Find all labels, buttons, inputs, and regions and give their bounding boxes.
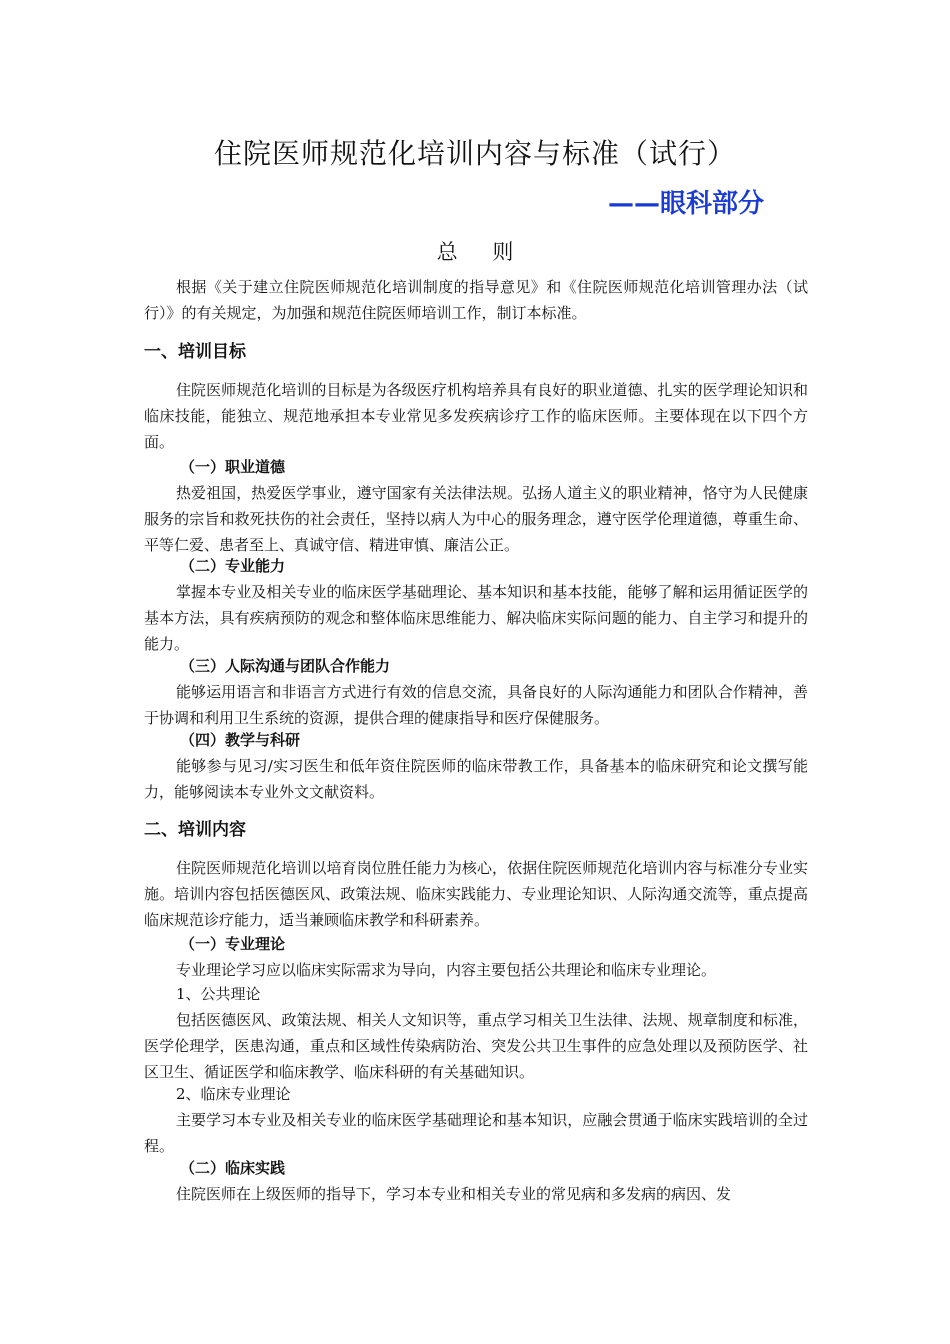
section2-sub2-paragraph: 住院医师在上级医师的指导下，学习本专业和相关专业的常见病和多发病的病因、发 xyxy=(176,1185,732,1203)
section1-sub1-heading: （一）职业道德 xyxy=(180,458,286,476)
section2-sub2-heading: （二）临床实践 xyxy=(180,1159,286,1177)
section2-heading: 二、培训内容 xyxy=(144,820,246,840)
section2-sub1-heading: （一）专业理论 xyxy=(180,935,286,953)
section1-heading: 一、培训目标 xyxy=(144,342,246,362)
section1-sub2-heading: （二）专业能力 xyxy=(180,557,286,575)
public-theory-heading: 1、公共理论 xyxy=(176,985,261,1003)
section1-sub4-paragraph: 能够参与见习/实习医生和低年资住院医师的临床带教工作，具备基本的临床研究和论文撰写能力，能够阅读本专业外文文献资料。 xyxy=(144,757,808,801)
intro-paragraph: 根据《关于建立住院医师规范化培训制度的指导意见》和《住院医师规范化培训管理办法（试行）》的有关规定，为加强和规范住院医师培训工作，制订本标准。 xyxy=(144,278,808,322)
document-title: 住院医师规范化培训内容与标准（试行） xyxy=(213,137,736,170)
public-theory-paragraph: 包括医德医风、政策法规、相关人文知识等，重点学习相关卫生法律、法规、规章制度和标准，医学伦理学，医患沟通，重点和区域性传染病防治、突发公共卫生事件的应急处理以及预防医学、社区卫生、循证医学和临床教学、临床科研的有关基础知识。 xyxy=(144,1011,808,1081)
section1-paragraph: 住院医师规范化培训的目标是为各级医疗机构培养具有良好的职业道德、扎实的医学理论知识和临床技能，能独立、规范地承担本专业常见多发疾病诊疗工作的临床医师。主要体现在以下四个方面。 xyxy=(144,381,808,451)
section2-paragraph: 住院医师规范化培训以培育岗位胜任能力为核心，依据住院医师规范化培训内容与标准分专业实施。培训内容包括医德医风、政策法规、临床实践能力、专业理论知识、人际沟通交流等，重点提高临床规范诊疗能力，适当兼顾临床教学和科研素养。 xyxy=(144,859,808,929)
section1-sub3-heading: （三）人际沟通与团队合作能力 xyxy=(180,657,391,675)
general-heading: 总 则 xyxy=(436,240,514,264)
section1-sub4-heading: （四）教学与科研 xyxy=(180,731,301,749)
section2-sub1-paragraph: 专业理论学习应以临床实际需求为导向，内容主要包括公共理论和临床专业理论。 xyxy=(176,961,717,979)
section1-sub3-paragraph: 能够运用语言和非语言方式进行有效的信息交流，具备良好的人际沟通能力和团队合作精神，善于协调和利用卫生系统的资源，提供合理的健康指导和医疗保健服务。 xyxy=(144,683,808,727)
clinical-theory-heading: 2、临床专业理论 xyxy=(176,1085,291,1103)
document-subtitle: ——眼科部分 xyxy=(608,189,765,219)
clinical-theory-paragraph: 主要学习本专业及相关专业的临床医学基础理论和基本知识，应融会贯通于临床实践培训的全过程。 xyxy=(144,1111,808,1155)
section1-sub1-paragraph: 热爱祖国，热爱医学事业，遵守国家有关法律法规。弘扬人道主义的职业精神，恪守为人民健康服务的宗旨和救死扶伤的社会责任，坚持以病人为中心的服务理念，遵守医学伦理道德，尊重生命、平等仁爱、患者至上、真诚守信、精进审慎、廉洁公正。 xyxy=(144,484,808,554)
section1-sub2-paragraph: 掌握本专业及相关专业的临床医学基础理论、基本知识和基本技能，能够了解和运用循证医学的基本方法，具有疾病预防的观念和整体临床思维能力、解决临床实际问题的能力、自主学习和提升的能力。 xyxy=(144,583,808,653)
